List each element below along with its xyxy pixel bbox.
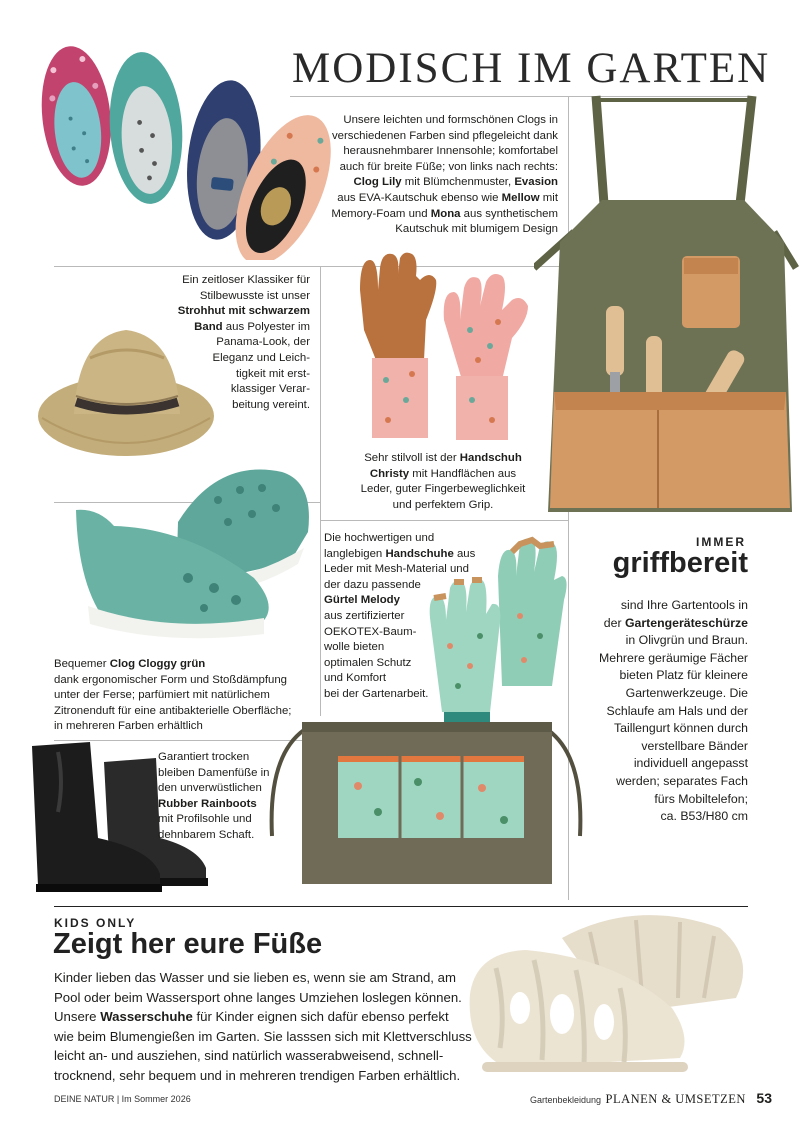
text-line: Zitronenduft für eine antibakterielle Oberfläche; bbox=[54, 704, 292, 717]
text-line: ca. B53/H80 cm bbox=[660, 809, 748, 824]
text-line: fürs Mobiltelefon; bbox=[654, 791, 748, 806]
product-name: Gartengeräteschürze bbox=[624, 615, 748, 630]
text-line: mit Profilsohle und bbox=[158, 813, 252, 826]
text-line: wolle bieten bbox=[324, 641, 385, 654]
page-title: MODISCH IM GARTEN bbox=[292, 45, 771, 92]
text-line: Ein zeitloser Klassiker für bbox=[182, 274, 310, 286]
text-line: bleiben Damenfüße in bbox=[158, 766, 270, 779]
text-line: Unsere leichten und formschönen Clogs in bbox=[343, 114, 558, 126]
text-span: für Kinder eignen sich dafür ebenso perfekt bbox=[192, 1009, 449, 1025]
product-name: Clog Lily bbox=[353, 176, 402, 189]
text-line: Stilbewusste ist unser bbox=[199, 289, 310, 302]
text-line: unter der Ferse; parfümiert mit natürlichem bbox=[54, 689, 270, 702]
text-line: der dazu passende bbox=[324, 578, 421, 591]
text-line: sind Ihre Gartentools in bbox=[620, 598, 748, 612]
text-line: bei der Gartenarbeit. bbox=[324, 687, 429, 700]
product-name: Handschuh bbox=[459, 452, 522, 464]
text-line: den unverwüstlichen bbox=[158, 782, 262, 795]
product-name: Clog Cloggy grün bbox=[109, 658, 206, 670]
text-span: aus synthetischem bbox=[460, 207, 558, 220]
product-name: Evasion bbox=[514, 176, 558, 189]
text-line: Leder mit Mesh-Material und bbox=[324, 563, 469, 576]
text-line: Kautschuk mit blumigem Design bbox=[395, 223, 558, 236]
apron-kicker: IMMER bbox=[696, 535, 746, 549]
text-line: Kinder lieben das Wasser und sie lieben es, wenn sie am Strand, am bbox=[54, 970, 456, 985]
text-line: in mehreren Farben erhältlich bbox=[54, 720, 203, 733]
text-line bbox=[54, 1007, 474, 1027]
text-span: langlebigen bbox=[324, 547, 386, 560]
apron-description bbox=[574, 597, 748, 826]
kids-headline: Zeigt her eure Füße bbox=[53, 928, 323, 960]
text-line: verstellbare Bänder bbox=[641, 738, 748, 753]
text-span: Memory-Foam und bbox=[331, 207, 431, 220]
product-name: Rubber Rainboots bbox=[158, 797, 257, 810]
text-line bbox=[326, 451, 560, 467]
text-line: in Olivgrün und Braun. bbox=[625, 633, 748, 648]
text-span: mit Handflächen aus bbox=[409, 467, 517, 480]
text-line: beitung vereint. bbox=[232, 398, 310, 411]
text-span: mit Blümchenmuster, bbox=[401, 176, 515, 189]
text-line: Gartenwerkzeuge. Die bbox=[625, 685, 748, 700]
footer-right bbox=[420, 1090, 772, 1108]
divider bbox=[320, 520, 568, 521]
kids-description bbox=[54, 968, 474, 1086]
text-span: Sehr stilvoll ist der bbox=[364, 452, 460, 464]
text-line: Panama-Look, der bbox=[216, 336, 310, 349]
text-line: leicht an- und ausziehen, sind natürlich wasserabweisend, schnell- bbox=[54, 1048, 444, 1064]
clog-cloggy-image bbox=[68, 438, 316, 646]
kids-sandals-image bbox=[466, 898, 768, 1080]
text-line: tigkeit mit erst- bbox=[235, 367, 310, 380]
text-line: optimalen Schutz bbox=[324, 656, 412, 669]
text-line: Leder, guter Fingerbeweglichkeit bbox=[360, 483, 526, 496]
text-line bbox=[158, 797, 320, 813]
clogs-description bbox=[300, 113, 558, 238]
text-line: trocknend, sehr bequem und in mehreren trendigen Farben erhältlich. bbox=[54, 1067, 461, 1083]
text-line: werden; separates Fach bbox=[616, 773, 748, 788]
clogs-image bbox=[36, 38, 332, 260]
rain-boots-description bbox=[158, 750, 320, 844]
text-line: auch für breite Füße; von links nach rechts: bbox=[339, 160, 558, 173]
text-line bbox=[574, 615, 748, 633]
text-line: und Komfort bbox=[324, 672, 387, 685]
text-span: Bequemer bbox=[54, 658, 110, 670]
product-name: Gürtel Melody bbox=[324, 594, 400, 607]
text-span: aus bbox=[453, 547, 476, 560]
text-span: mit bbox=[539, 191, 558, 204]
text-span: Unsere bbox=[54, 1009, 101, 1025]
text-span: der bbox=[603, 615, 625, 630]
text-line: aus zertifizierter bbox=[324, 609, 405, 622]
footer-section: Gartenbekleidung bbox=[530, 1095, 602, 1105]
page-number: 53 bbox=[756, 1090, 772, 1106]
text-line: klassiger Verar- bbox=[230, 383, 310, 396]
text-line: Garantiert trocken bbox=[158, 751, 250, 763]
hat-description bbox=[130, 273, 310, 413]
text-line: dehnbarem Schaft. bbox=[158, 828, 255, 841]
text-line bbox=[54, 657, 318, 673]
gloves-melody-image bbox=[424, 536, 570, 744]
text-line bbox=[300, 191, 558, 207]
footer-section-title: PLANEN & UMSETZEN bbox=[605, 1092, 746, 1106]
footer-left: DEINE NATUR | Im Sommer 2026 bbox=[54, 1094, 191, 1104]
text-line: dank ergonomischer Form und Stoßdämpfung bbox=[54, 673, 287, 686]
text-line: Pool oder beim Wassersport ohne langes Umziehen loslegen können. bbox=[54, 989, 462, 1005]
text-line bbox=[300, 175, 558, 191]
text-line: Die hochwertigen und bbox=[324, 532, 435, 544]
gloves-christy-image bbox=[352, 250, 552, 446]
product-name: Mellow bbox=[501, 191, 540, 204]
text-line bbox=[130, 320, 310, 336]
text-line: OEKOTEX-Baum- bbox=[324, 625, 417, 638]
text-line: wie beim Blumengießen im Garten. Sie lasssen sich mit Klettverschluss bbox=[54, 1028, 472, 1044]
text-line: individuell angepasst bbox=[633, 756, 748, 771]
text-line bbox=[300, 207, 558, 223]
garden-apron-image bbox=[534, 92, 800, 524]
product-name: Strohhut mit schwarzem bbox=[177, 305, 310, 318]
gloves-christy-description bbox=[326, 451, 560, 513]
product-name: Wasserschuhe bbox=[100, 1009, 193, 1025]
divider bbox=[320, 266, 321, 716]
text-line: bieten Platz für kleinere bbox=[619, 668, 748, 683]
text-line: und perfektem Grip. bbox=[392, 498, 494, 511]
text-line: verschiedenen Farben sind pflegeleicht dank bbox=[331, 129, 558, 142]
text-line: herausnehmbarer Innensohle; komfortabel bbox=[343, 145, 558, 158]
text-span: aus Polyester im bbox=[222, 320, 310, 333]
apron-headline: griffbereit bbox=[612, 547, 748, 579]
text-line: Mehrere geräumige Fächer bbox=[599, 650, 748, 665]
product-name: Band bbox=[194, 320, 223, 333]
product-name: Handschuhe bbox=[385, 547, 454, 560]
text-line: Eleganz und Leich- bbox=[212, 351, 310, 364]
product-name: Mona bbox=[430, 207, 461, 220]
kids-kicker: KIDS ONLY bbox=[54, 916, 137, 930]
text-line bbox=[130, 304, 310, 320]
text-span: aus EVA-Kautschuk ebenso wie bbox=[337, 191, 502, 204]
text-line: Schlaufe am Hals und der bbox=[606, 703, 748, 718]
text-line: Taillengurt können durch bbox=[614, 721, 748, 736]
product-name: Christy bbox=[369, 467, 410, 480]
text-line bbox=[326, 467, 560, 483]
